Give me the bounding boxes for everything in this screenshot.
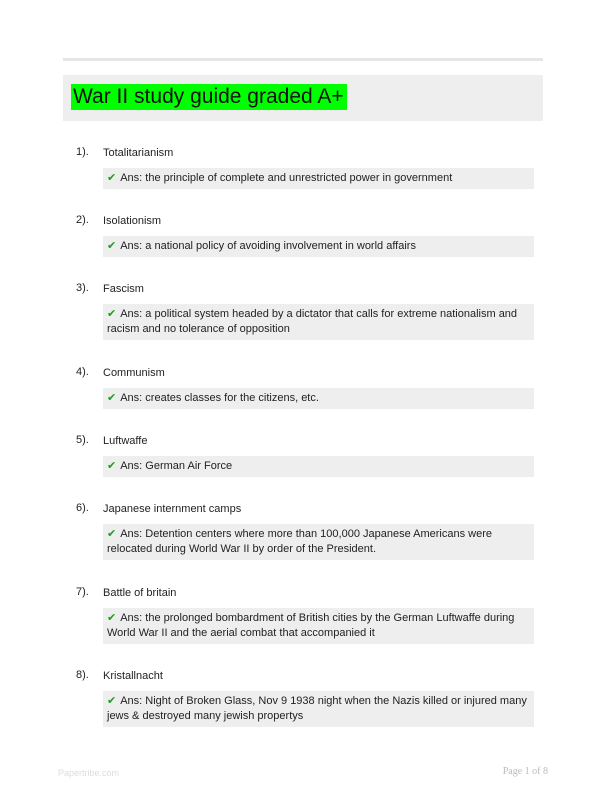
question-number: 7). <box>76 586 89 598</box>
checkmark-icon: ✔ <box>107 172 117 184</box>
answer-prefix: Ans: <box>120 172 143 184</box>
answer-box <box>103 388 534 409</box>
checkmark-icon: ✔ <box>107 240 117 252</box>
answer-text: Detention centers where more than 100,000 Japanese Americans were relocated during World War II by order of the President. <box>107 528 493 555</box>
answer-prefix: Ans: <box>120 460 143 472</box>
question-text: Kristallnacht <box>103 670 163 682</box>
question-number: 5). <box>76 434 89 446</box>
checkmark-icon: ✔ <box>107 392 117 404</box>
answer-prefix: Ans: <box>120 240 143 252</box>
question-text: Communism <box>103 367 165 379</box>
answer-box <box>103 524 534 560</box>
question-number: 2). <box>76 214 89 226</box>
page-indicator: Page 1 of 8 <box>502 766 548 777</box>
question-text: Totalitarianism <box>103 147 174 159</box>
question-text: Isolationism <box>103 215 162 227</box>
answer-prefix: Ans: <box>120 528 143 540</box>
question-text: Battle of britain <box>103 587 177 599</box>
checkmark-icon: ✔ <box>107 460 117 472</box>
answer-box <box>103 304 534 340</box>
answer-prefix: Ans: <box>120 612 143 624</box>
answer-prefix: Ans: <box>120 392 143 404</box>
title-banner <box>63 75 543 121</box>
question-number: 3). <box>76 282 89 294</box>
answer-box <box>103 608 534 644</box>
answer-box <box>103 456 534 477</box>
question-text: Luftwaffe <box>103 435 148 447</box>
answer-text: German Air Force <box>145 460 233 472</box>
answer-text: the principle of complete and unrestricted power in government <box>145 172 453 184</box>
checkmark-icon: ✔ <box>107 612 117 624</box>
footer-watermark: Papertribe.com <box>58 768 120 778</box>
answer-prefix: Ans: <box>120 308 143 320</box>
answer-text: a national policy of avoiding involvement in world affairs <box>145 240 416 252</box>
top-divider <box>63 58 543 61</box>
question-text: Japanese internment camps <box>103 503 242 515</box>
checkmark-icon: ✔ <box>107 308 117 320</box>
question-number: 4). <box>76 366 89 378</box>
answer-box <box>103 236 534 257</box>
answer-box <box>103 168 534 189</box>
answer-box <box>103 691 534 727</box>
checkmark-icon: ✔ <box>107 695 117 707</box>
question-number: 6). <box>76 502 89 514</box>
page-title: War II study guide graded A+ <box>71 84 347 110</box>
question-number: 1). <box>76 146 89 158</box>
question-text: Fascism <box>103 283 144 295</box>
answer-text: a political system headed by a dictator that calls for extreme nationalism and racism and no tolerance of opposition <box>107 308 518 335</box>
answer-text: the prolonged bombardment of British cities by the German Luftwaffe during World War II and the aerial combat that accompanied it <box>107 612 515 639</box>
checkmark-icon: ✔ <box>107 528 117 540</box>
answer-prefix: Ans: <box>120 695 143 707</box>
question-number: 8). <box>76 669 89 681</box>
answer-text: Night of Broken Glass, Nov 9 1938 night when the Nazis killed or injured many jews & destroyed many jewish propertys <box>107 695 527 722</box>
answer-text: creates classes for the citizens, etc. <box>145 392 319 404</box>
